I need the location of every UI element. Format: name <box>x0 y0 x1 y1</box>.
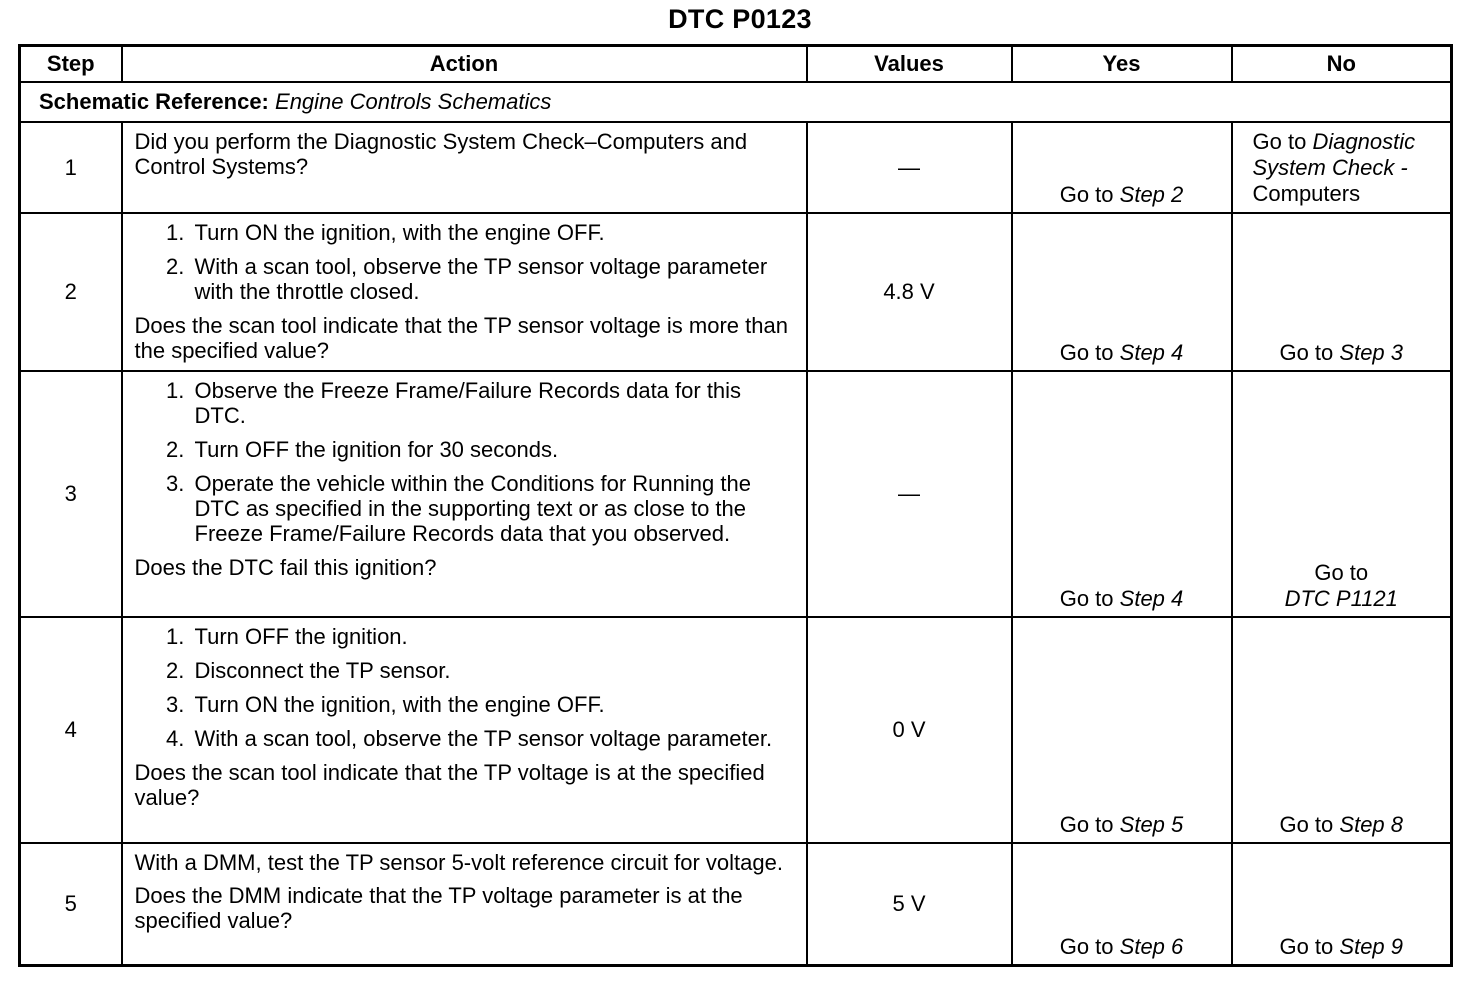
action-cell <box>122 371 807 617</box>
action-question: Does the scan tool indicate that the TP voltage is at the specified value? <box>134 760 765 810</box>
action-list <box>135 220 792 304</box>
action-cell <box>122 122 807 213</box>
action-question: Did you perform the Diagnostic System Check–Computers and Control Systems? <box>134 129 748 179</box>
step-number: 4 <box>20 617 122 843</box>
yes-link[interactable]: Step 4 <box>1119 586 1184 611</box>
yes-cell: Go to Step 4 <box>1012 213 1232 371</box>
yes-link[interactable]: Step 5 <box>1119 812 1184 837</box>
step-number: 3 <box>20 371 122 617</box>
yes-link[interactable]: Step 4 <box>1119 340 1184 365</box>
page-title: DTC P0123 <box>668 4 812 34</box>
action-item: 4. With a scan tool, observe the TP sensor voltage parameter. <box>191 726 792 751</box>
no-cell: Go to DTC P1121 <box>1232 371 1452 617</box>
no-cell: Go to Step 3 <box>1232 213 1452 371</box>
no-link[interactable]: Step 8 <box>1339 812 1404 837</box>
action-instruction: With a DMM, test the TP sensor 5-volt reference circuit for voltage. <box>134 850 783 875</box>
diagnostic-table <box>18 44 1453 967</box>
action-item: 1. Observe the Freeze Frame/Failure Records data for this DTC. <box>191 378 792 428</box>
table-row-step-5 <box>20 843 1452 965</box>
action-list <box>135 378 792 546</box>
action-item: 3. Turn ON the ignition, with the engine OFF. <box>191 692 792 717</box>
action-item: 3. Operate the vehicle within the Conditions for Running the DTC as specified in the supporting text or as close to the Freeze Frame/Failure Records data that you observed. <box>191 471 792 546</box>
action-list <box>135 624 792 751</box>
no-cell: Go to Diagnostic System Check - Computers <box>1232 122 1452 213</box>
schematic-reference-link[interactable]: Engine Controls Schematics <box>275 89 552 114</box>
no-cell: Go to Step 8 <box>1232 617 1452 843</box>
action-cell <box>122 617 807 843</box>
step-number: 1 <box>20 122 122 213</box>
value-cell: — <box>807 122 1012 213</box>
value-cell: 0 V <box>807 617 1012 843</box>
action-question: Does the DMM indicate that the TP voltage parameter is at the specified value? <box>134 883 743 933</box>
yes-cell: Go to Step 6 <box>1012 843 1232 965</box>
action-item: 1. Turn OFF the ignition. <box>191 624 792 649</box>
value-cell: — <box>807 371 1012 617</box>
header-row <box>20 46 1452 83</box>
no-cell: Go to Step 9 <box>1232 843 1452 965</box>
action-cell <box>122 213 807 371</box>
schematic-reference-label: Schematic Reference: <box>39 89 269 114</box>
schematic-reference <box>20 82 1452 122</box>
step-number: 2 <box>20 213 122 371</box>
header-values: Values <box>807 46 1012 83</box>
action-question: Does the DTC fail this ignition? <box>134 555 437 580</box>
action-cell <box>122 843 807 965</box>
no-link[interactable]: Step 9 <box>1339 933 1404 959</box>
yes-link[interactable]: Step 2 <box>1119 182 1184 207</box>
yes-link[interactable]: Step 6 <box>1119 933 1184 959</box>
yes-cell: Go to Step 5 <box>1012 617 1232 843</box>
header-step: Step <box>20 46 122 83</box>
table-row-step-4 <box>20 617 1452 843</box>
value-cell: 4.8 V <box>807 213 1012 371</box>
header-no: No <box>1232 46 1452 83</box>
table-row-step-1 <box>20 122 1452 213</box>
step-number: 5 <box>20 843 122 965</box>
header-yes: Yes <box>1012 46 1232 83</box>
value-cell: 5 V <box>807 843 1012 965</box>
action-question: Does the scan tool indicate that the TP sensor voltage is more than the specified value? <box>134 313 788 363</box>
action-item: 2. Disconnect the TP sensor. <box>191 658 792 683</box>
no-link[interactable]: DTC P1121 <box>1284 586 1398 611</box>
header-action: Action <box>122 46 807 83</box>
yes-cell: Go to Step 2 <box>1012 122 1232 213</box>
no-link-rest: Computers <box>1252 181 1361 206</box>
schematic-reference-row <box>20 82 1452 122</box>
action-item: 1. Turn ON the ignition, with the engine OFF. <box>191 220 792 245</box>
table-row-step-2 <box>20 213 1452 371</box>
action-item: 2. Turn OFF the ignition for 30 seconds. <box>191 437 792 462</box>
table-row-step-3 <box>20 371 1452 617</box>
no-link[interactable]: Step 3 <box>1339 340 1404 365</box>
action-item: 2. With a scan tool, observe the TP sensor voltage parameter with the throttle closed. <box>191 254 792 304</box>
no-link[interactable]: Diagnostic System Check - <box>1252 129 1416 180</box>
yes-cell: Go to Step 4 <box>1012 371 1232 617</box>
